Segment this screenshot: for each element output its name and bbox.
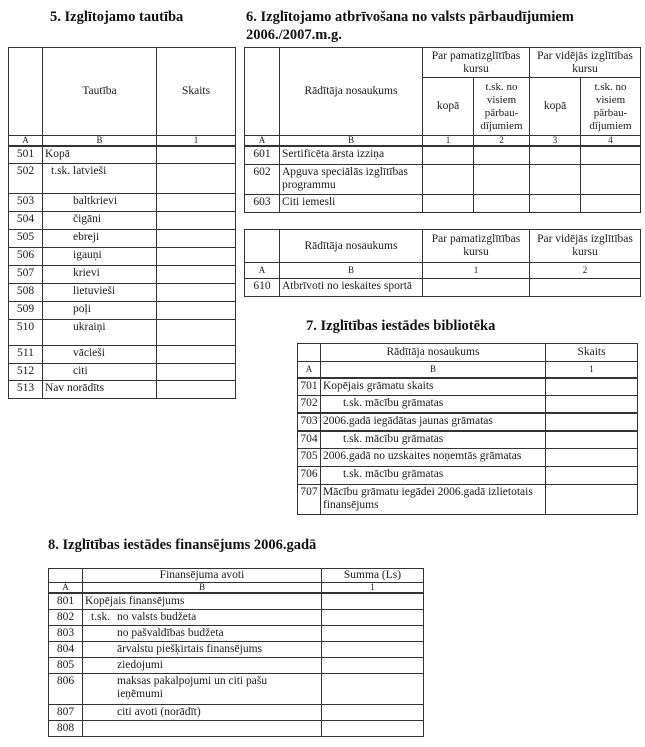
table-row: [9, 319, 236, 345]
row-code: 801: [49, 593, 83, 609]
row-label: baltkrievi: [43, 193, 157, 211]
basic-total-input-cell[interactable]: [423, 194, 474, 212]
indicator-name-header: Rādītāja nosaukums: [280, 48, 423, 136]
row-code: 512: [9, 363, 43, 380]
row-label: 2006.gadā iegādātas jaunas grāmatas: [321, 413, 546, 431]
table-row: [49, 704, 424, 720]
row-label-cell: [83, 625, 322, 641]
row-code: 807: [49, 704, 83, 720]
code-column-header: [49, 569, 83, 583]
table-row: [9, 363, 236, 380]
row-label-cell: [83, 673, 322, 704]
row-code: 704: [298, 431, 321, 449]
row-label: krievi: [43, 265, 157, 283]
secondary-total-input-cell[interactable]: [530, 146, 581, 164]
amount-input-cell[interactable]: [322, 720, 424, 736]
basic-education-header: Par pamatizglītības kursu: [423, 230, 530, 263]
count-input-cell[interactable]: [546, 413, 638, 431]
count-input-cell[interactable]: [157, 283, 236, 301]
amount-input-cell[interactable]: [322, 673, 424, 704]
letter-b: B: [280, 263, 423, 279]
row-label-cell: [83, 720, 322, 736]
letter-2: 2: [530, 263, 641, 279]
row-label: ziedojumi: [117, 658, 163, 671]
table-row: [49, 609, 424, 625]
code-column-header: [298, 344, 321, 362]
row-label: Kopējais grāmatu skaits: [321, 378, 546, 396]
row-code: 707: [298, 485, 321, 515]
code-column-header: [245, 48, 280, 136]
table-row: [9, 247, 236, 265]
section-6-title-line-2: 2006./2007.m.g.: [246, 27, 342, 43]
count-input-cell[interactable]: [157, 247, 236, 265]
secondary-education-group-header: Par vidējās izglītības kursu: [530, 48, 641, 78]
secondary-total-input-cell[interactable]: [530, 164, 581, 194]
row-code: 506: [9, 247, 43, 265]
letter-a: A: [9, 136, 43, 147]
letter-b: B: [321, 362, 546, 378]
row-label: 2006.gadā no uzskaites noņemtās grāmatas: [321, 449, 546, 467]
count-input-cell[interactable]: [546, 431, 638, 449]
row-code: 504: [9, 211, 43, 229]
letter-b: B: [83, 583, 322, 594]
row-code: 803: [49, 625, 83, 641]
row-code: 806: [49, 673, 83, 704]
count-input-cell[interactable]: [546, 485, 638, 515]
secondary-input-cell[interactable]: [530, 279, 641, 297]
table-row: [9, 283, 236, 301]
amount-input-cell[interactable]: [322, 609, 424, 625]
table-row: [49, 720, 424, 736]
code-column-header: [245, 230, 280, 263]
letter-4: 4: [581, 136, 641, 147]
secondary-of-all-input-cell[interactable]: [581, 194, 641, 212]
count-column-header: Skaits: [546, 344, 638, 362]
count-input-cell[interactable]: [157, 319, 236, 345]
row-code: 508: [9, 283, 43, 301]
table-row: [9, 265, 236, 283]
table-row: [298, 396, 638, 413]
section-7-title: 7. Izglītības iestādes bibliotēka: [306, 318, 496, 334]
row-label: Kopā: [43, 146, 157, 163]
basic-of-all-input-cell[interactable]: [474, 194, 530, 212]
letter-a: A: [245, 136, 280, 147]
basic-total-input-cell[interactable]: [423, 146, 474, 164]
row-label-cell: [83, 704, 322, 720]
row-code: 702: [298, 396, 321, 413]
secondary-of-all-input-cell[interactable]: [581, 146, 641, 164]
indicator-name-header: Rādītāja nosaukums: [280, 230, 423, 263]
table-row: [9, 229, 236, 247]
amount-input-cell[interactable]: [322, 593, 424, 609]
count-input-cell[interactable]: [157, 211, 236, 229]
row-label: Sertificēta ārsta izziņa: [280, 146, 423, 164]
row-label: Citi iemesli: [280, 194, 423, 212]
row-code: 507: [9, 265, 43, 283]
count-input-cell[interactable]: [157, 229, 236, 247]
table-row: [49, 657, 424, 673]
letter-1: 1: [322, 583, 424, 594]
row-code: 603: [245, 194, 280, 212]
letter-1: 1: [157, 136, 236, 147]
secondary-of-all-input-cell[interactable]: [581, 164, 641, 194]
row-label-cell: [83, 609, 322, 625]
row-code: 513: [9, 380, 43, 398]
row-label: no pašvaldības budžeta: [117, 626, 224, 639]
financing-table: [48, 568, 424, 737]
letter-a: A: [49, 583, 83, 594]
basic-of-all-input-cell[interactable]: [474, 146, 530, 164]
row-code: 510: [9, 319, 43, 345]
funding-source-header: Finansējuma avoti: [83, 569, 322, 583]
row-label: Atbrīvoti no ieskaites sportā: [280, 279, 423, 297]
code-column-header: [9, 48, 43, 136]
letter-1: 1: [423, 263, 530, 279]
row-label-cell: [83, 593, 322, 609]
indicator-name-header: Rādītāja nosaukums: [321, 344, 546, 362]
table-row: [9, 193, 236, 211]
letter-b: B: [43, 136, 157, 147]
count-input-cell[interactable]: [157, 301, 236, 319]
row-label-cell: [83, 641, 322, 657]
row-prefix: t.sk.: [91, 610, 111, 623]
amount-input-cell[interactable]: [322, 657, 424, 673]
row-label: ukraiņi: [43, 319, 157, 345]
table-row: [9, 146, 236, 163]
amount-input-cell[interactable]: [322, 625, 424, 641]
row-label: ārvalstu piešķirtais finansējums: [117, 642, 262, 655]
secondary-total-input-cell[interactable]: [530, 194, 581, 212]
table-row: [298, 485, 638, 515]
row-code: 808: [49, 720, 83, 736]
row-code: 610: [245, 279, 280, 297]
row-label: čigāni: [43, 211, 157, 229]
row-code: 511: [9, 345, 43, 363]
letter-a: A: [245, 263, 280, 279]
letter-3: 3: [530, 136, 581, 147]
row-code: 502: [9, 163, 43, 193]
letter-1: 1: [546, 362, 638, 378]
letter-a: A: [298, 362, 321, 378]
letter-b: B: [280, 136, 423, 147]
table-row: [245, 194, 641, 212]
row-code: 602: [245, 164, 280, 194]
count-input-cell[interactable]: [157, 380, 236, 398]
table-row: [245, 279, 641, 297]
row-label: Mācību grāmatu iegādei 2006.gadā izlietotais finansējums: [321, 485, 546, 515]
row-label: igauņi: [43, 247, 157, 265]
row-label: Nav norādīts: [43, 380, 157, 398]
section-6-title-line-1: 6. Izglītojamo atbrīvošana no valsts pārbaudījumiem: [246, 9, 574, 25]
row-label: citi: [43, 363, 157, 380]
row-label: Apguva speciālās izglītības programmu: [280, 164, 423, 194]
row-code: 706: [298, 467, 321, 485]
row-code: 601: [245, 146, 280, 164]
row-code: 509: [9, 301, 43, 319]
count-input-cell[interactable]: [157, 265, 236, 283]
row-code: 505: [9, 229, 43, 247]
basic-of-all-input-cell[interactable]: [474, 164, 530, 194]
row-label: t.sk. latvieši: [43, 163, 157, 193]
nationality-table: [8, 47, 236, 399]
row-code: 805: [49, 657, 83, 673]
count-column-header: Skaits: [157, 48, 236, 136]
count-input-cell[interactable]: [157, 163, 236, 193]
basic-total-header: kopā: [423, 78, 474, 136]
table-row: [298, 431, 638, 449]
count-input-cell[interactable]: [157, 146, 236, 163]
table-row: [298, 467, 638, 485]
row-label: no valsts budžeta: [117, 610, 197, 623]
row-label-cell: [83, 657, 322, 673]
table-row: [9, 345, 236, 363]
row-label: Kopējais finansējums: [85, 595, 185, 607]
row-label: citi avoti (norādīt): [117, 705, 201, 718]
count-input-cell[interactable]: [546, 396, 638, 413]
amount-input-cell[interactable]: [322, 704, 424, 720]
sport-exemption-table: [244, 229, 641, 297]
table-row: [9, 380, 236, 398]
row-label: poļi: [43, 301, 157, 319]
table-row: [298, 378, 638, 396]
row-label: t.sk. mācību grāmatas: [321, 467, 546, 485]
table-row: [49, 673, 424, 704]
row-label: t.sk. mācību grāmatas: [321, 396, 546, 413]
row-code: 804: [49, 641, 83, 657]
amount-input-cell[interactable]: [322, 641, 424, 657]
table-row: [9, 163, 236, 193]
basic-input-cell[interactable]: [423, 279, 530, 297]
row-label: t.sk. mācību grāmatas: [321, 431, 546, 449]
count-input-cell[interactable]: [546, 467, 638, 485]
row-code: 802: [49, 609, 83, 625]
row-code: 503: [9, 193, 43, 211]
basic-of-all-exams-header: t.sk. no visiem pārbau-dījumiem: [474, 78, 530, 136]
table-row: [245, 164, 641, 194]
secondary-total-header: kopā: [530, 78, 581, 136]
section-8-title: 8. Izglītības iestādes finansējums 2006.gadā: [48, 537, 317, 553]
count-input-cell[interactable]: [546, 449, 638, 467]
letter-1: 1: [423, 136, 474, 147]
nationality-column-header: Tautība: [43, 48, 157, 136]
table-row: [9, 211, 236, 229]
amount-column-header: Summa (Ls): [322, 569, 424, 583]
count-input-cell[interactable]: [546, 378, 638, 396]
table-row: [49, 625, 424, 641]
row-code: 705: [298, 449, 321, 467]
library-table: [297, 343, 638, 515]
secondary-education-header: Par vidējās izglītības kursu: [530, 230, 641, 263]
exemption-table: [244, 47, 641, 213]
row-label: lietuvieši: [43, 283, 157, 301]
row-label: ebreji: [43, 229, 157, 247]
basic-total-input-cell[interactable]: [423, 164, 474, 194]
table-row: [298, 449, 638, 467]
table-row: [49, 641, 424, 657]
table-row: [245, 146, 641, 164]
row-code: 703: [298, 413, 321, 431]
count-input-cell[interactable]: [157, 363, 236, 380]
table-row: [9, 301, 236, 319]
count-input-cell[interactable]: [157, 345, 236, 363]
table-row: [49, 593, 424, 609]
row-code: 701: [298, 378, 321, 396]
count-input-cell[interactable]: [157, 193, 236, 211]
row-code: 501: [9, 146, 43, 163]
row-label: maksas pakalpojumi un citi pašu ieņēmumi: [117, 674, 268, 700]
basic-education-group-header: Par pamatizglītības kursu: [423, 48, 530, 78]
letter-2: 2: [474, 136, 530, 147]
secondary-of-all-exams-header: t.sk. no visiem pārbau-dījumiem: [581, 78, 641, 136]
section-5-title: 5. Izglītojamo tautība: [50, 9, 184, 25]
table-row: [298, 413, 638, 431]
row-label: vācieši: [43, 345, 157, 363]
